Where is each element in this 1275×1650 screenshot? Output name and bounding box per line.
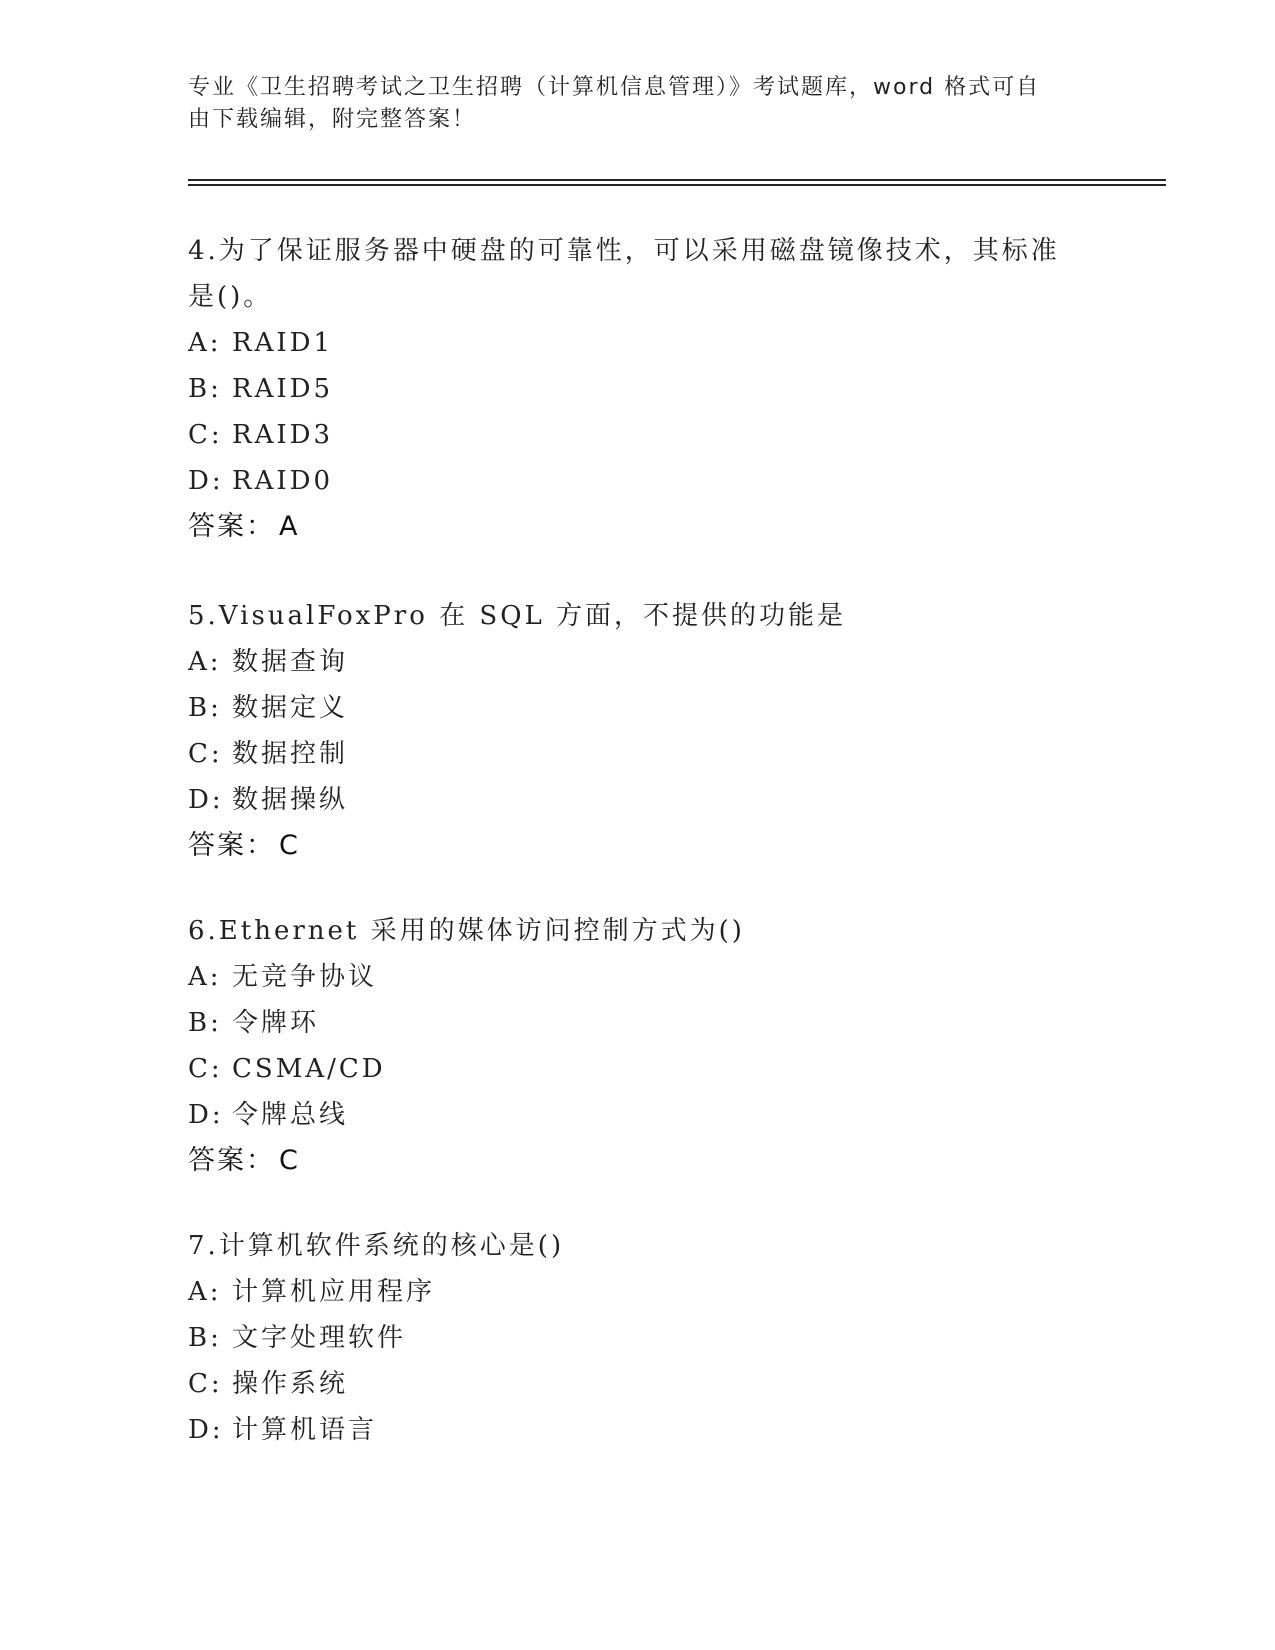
option-text: 数据定义 (232, 693, 349, 723)
answer-label: 答案： (188, 511, 275, 542)
option-b (188, 366, 1088, 412)
question-5 (188, 593, 1088, 869)
option-text: 数据控制 (232, 739, 349, 769)
option-text: 数据操纵 (232, 785, 349, 815)
option-b (188, 685, 1088, 731)
option-c (188, 731, 1088, 777)
option-key: A: (188, 647, 222, 677)
option-key: B: (188, 693, 222, 723)
option-text: 令牌环 (232, 1008, 320, 1038)
option-text: 计算机应用程序 (232, 1277, 436, 1307)
option-text: CSMA/CD (232, 1054, 386, 1084)
answer-value: A (279, 511, 300, 542)
option-c (188, 1361, 1088, 1407)
option-key: C: (188, 1369, 223, 1399)
answer-value: C (279, 1145, 300, 1176)
question-7 (188, 1223, 1088, 1453)
document-header (188, 72, 1068, 136)
question-text (188, 908, 1068, 954)
option-a (188, 639, 1088, 685)
header-line-1: 专业《卫生招聘考试之卫生招聘（计算机信息管理）》考试题库，word 格式可自 (188, 75, 1041, 100)
question-text-line-1: 7.计算机软件系统的核心是() (188, 1231, 565, 1261)
option-key: C: (188, 1054, 223, 1084)
option-d (188, 777, 1088, 823)
question-text-line-2: 是()。 (188, 282, 273, 312)
question-6 (188, 908, 1088, 1184)
question-text (188, 228, 1068, 320)
option-text: RAID1 (232, 328, 334, 358)
option-c (188, 412, 1088, 458)
option-d (188, 1407, 1088, 1453)
option-d (188, 458, 1088, 504)
option-key: A: (188, 962, 222, 992)
option-b (188, 1315, 1088, 1361)
option-text: RAID5 (232, 374, 334, 404)
option-key: B: (188, 374, 222, 404)
answer-line (188, 823, 1088, 869)
answer-value: C (279, 830, 300, 861)
option-key: C: (188, 420, 223, 450)
option-key: B: (188, 1323, 222, 1353)
header-divider-top (188, 179, 1166, 181)
option-key: A: (188, 1277, 222, 1307)
question-text-line-1: 4.为了保证服务器中硬盘的可靠性，可以采用磁盘镜像技术，其标准 (188, 236, 1060, 266)
option-key: C: (188, 739, 223, 769)
option-key: D: (188, 466, 224, 496)
option-key: D: (188, 1415, 224, 1445)
question-text-line-1: 6.Ethernet 采用的媒体访问控制方式为() (188, 916, 745, 946)
option-text: 无竞争协议 (232, 962, 378, 992)
option-d (188, 1092, 1088, 1138)
option-text: RAID0 (232, 466, 334, 496)
question-text-line-1: 5.VisualFoxPro 在 SQL 方面，不提供的功能是 (188, 601, 847, 631)
option-key: B: (188, 1008, 222, 1038)
answer-line (188, 504, 1088, 550)
header-line-2: 由下载编辑，附完整答案！ (188, 107, 477, 132)
option-text: 数据查询 (232, 647, 349, 677)
question-text (188, 1223, 1068, 1269)
option-text: 操作系统 (232, 1369, 349, 1399)
option-key: D: (188, 785, 224, 815)
option-text: RAID3 (232, 420, 334, 450)
header-divider-bottom (188, 184, 1166, 186)
answer-label: 答案： (188, 1145, 275, 1176)
option-b (188, 1000, 1088, 1046)
option-text: 计算机语言 (232, 1415, 378, 1445)
question-text (188, 593, 1068, 639)
answer-line (188, 1138, 1088, 1184)
option-a (188, 1269, 1088, 1315)
option-c (188, 1046, 1088, 1092)
option-a (188, 954, 1088, 1000)
answer-label: 答案： (188, 830, 275, 861)
option-key: A: (188, 328, 222, 358)
option-key: D: (188, 1100, 224, 1130)
option-a (188, 320, 1088, 366)
question-4 (188, 228, 1088, 550)
option-text: 文字处理软件 (232, 1323, 407, 1353)
option-text: 令牌总线 (232, 1100, 349, 1130)
